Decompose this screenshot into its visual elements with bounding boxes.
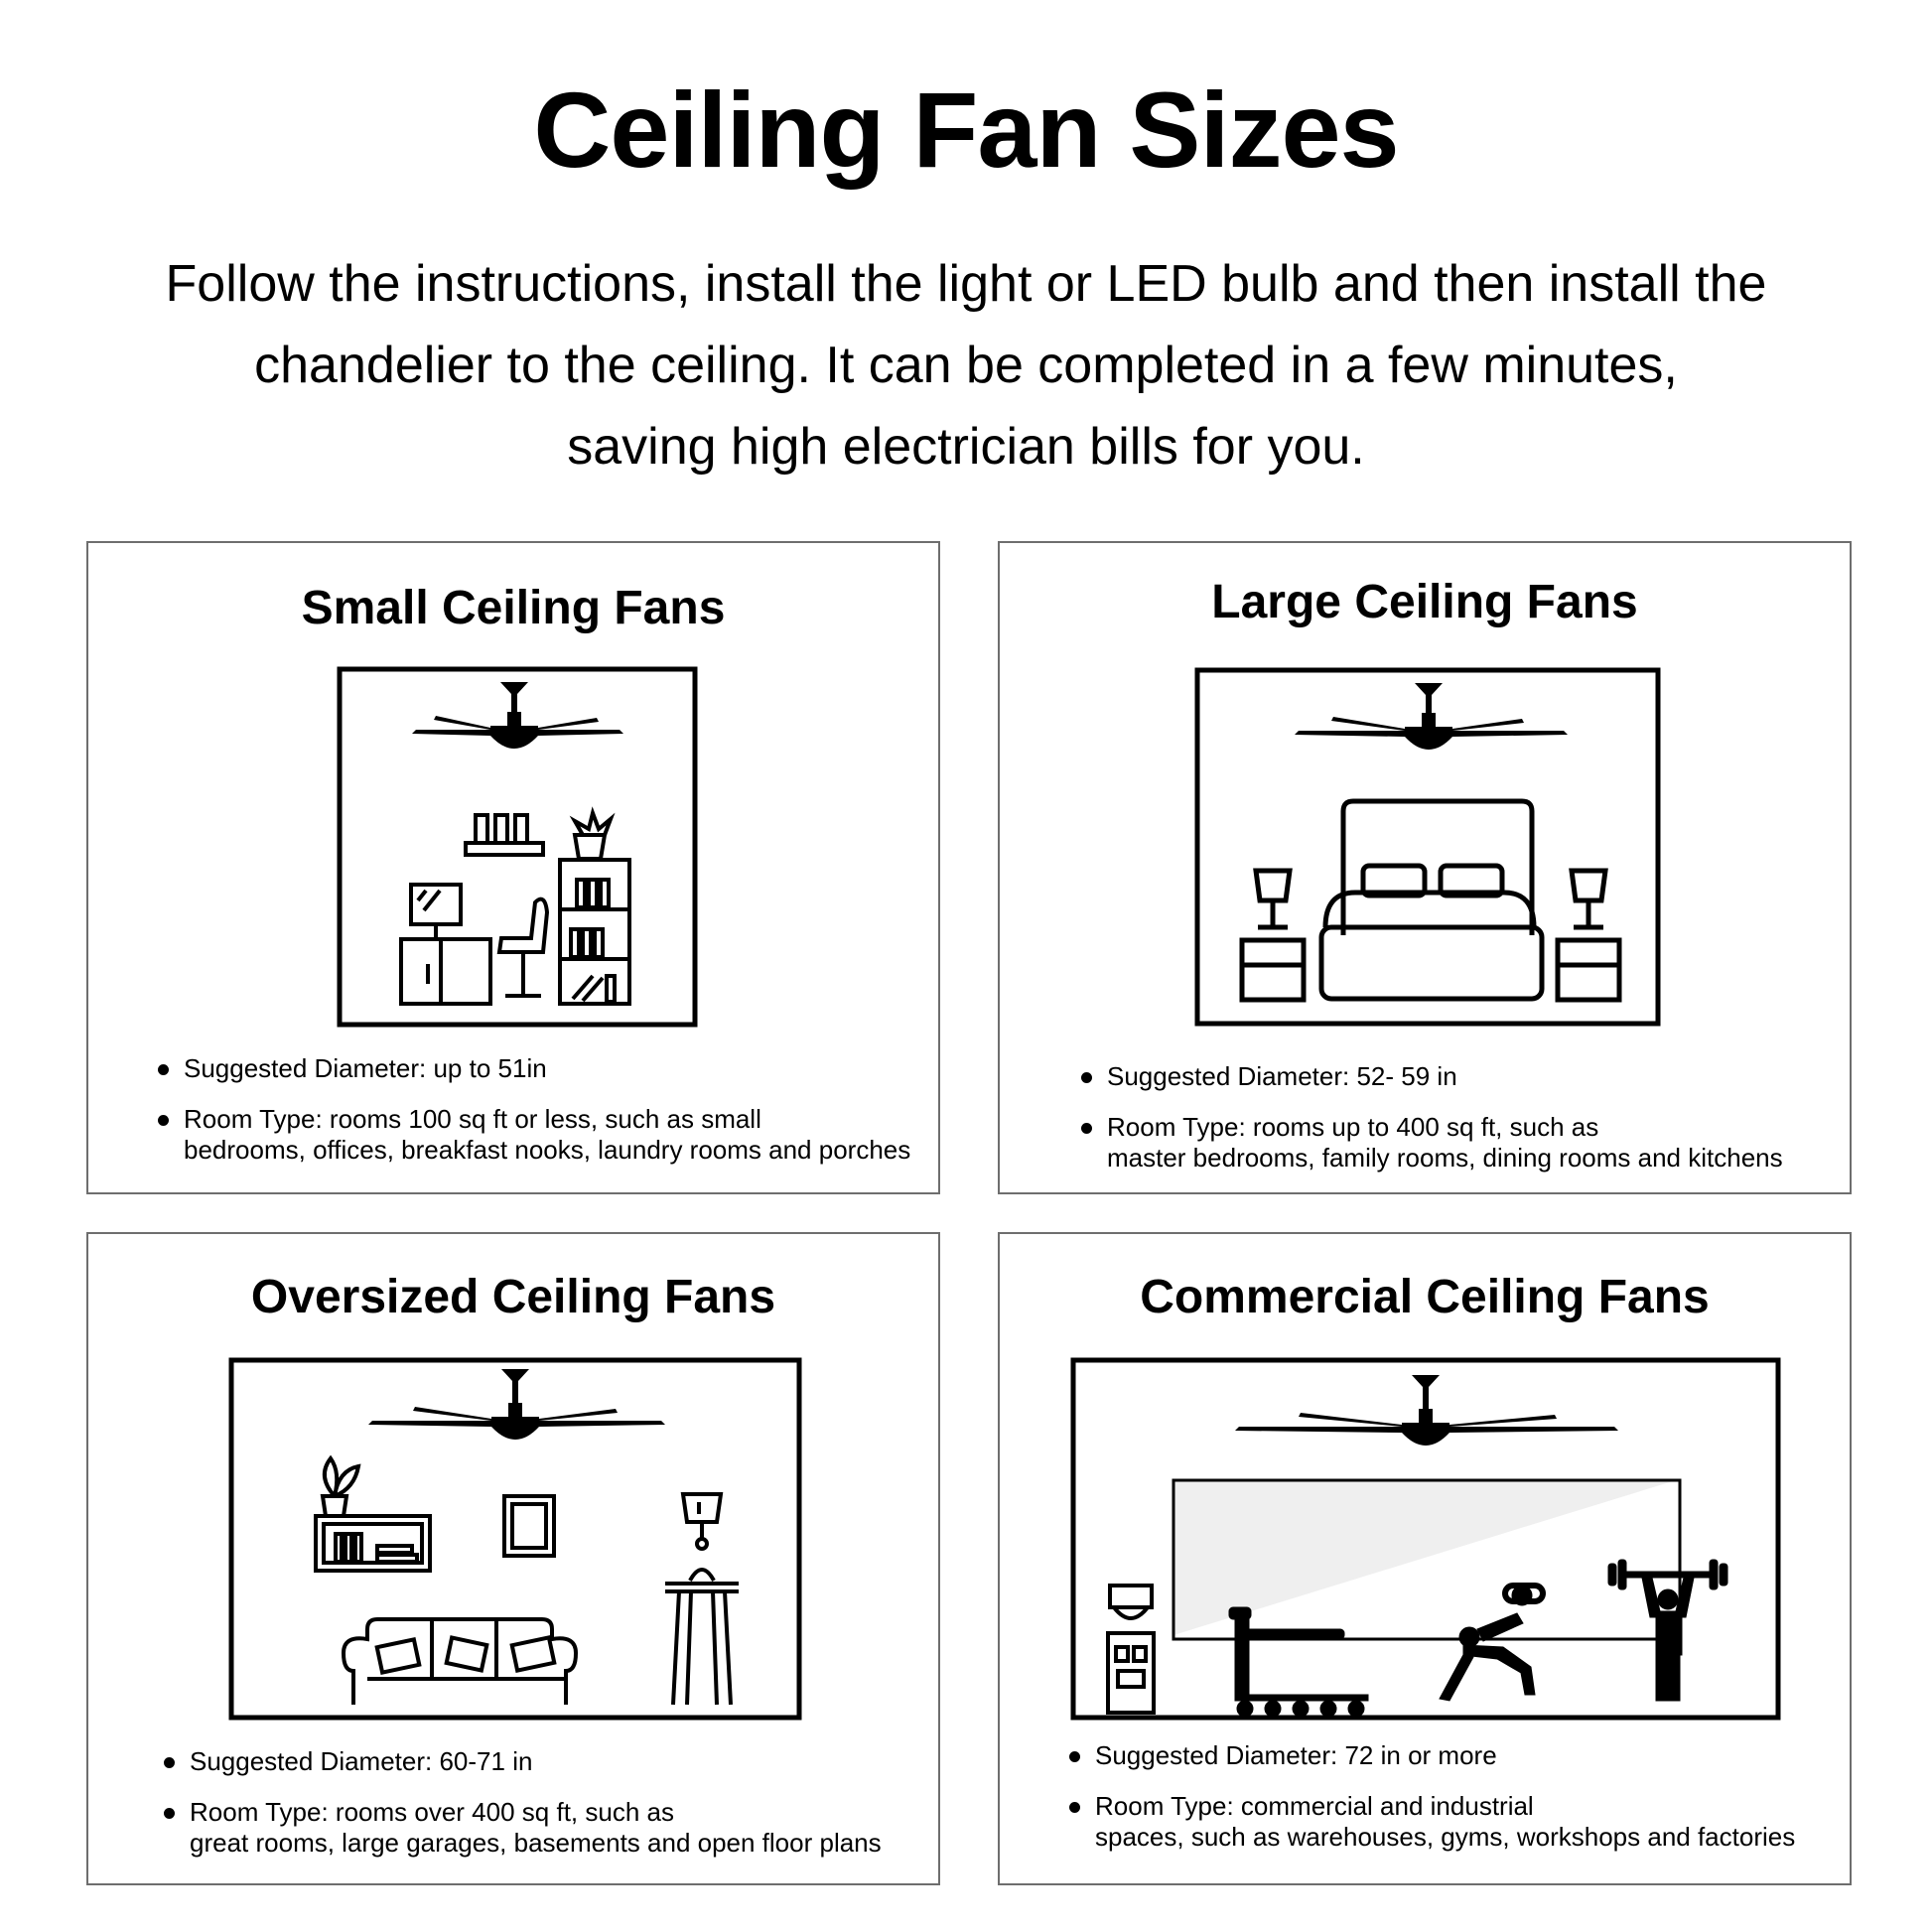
room-type: Room Type: commercial and industrial spaces, such as warehouses, gyms, workshops and factories	[1069, 1791, 1795, 1853]
spec-list	[1069, 1740, 1795, 1853]
bedroom-icon	[1194, 667, 1661, 1027]
suggested-diameter: Suggested Diameter: 60-71 in	[164, 1746, 882, 1777]
card-large-ceiling-fans	[998, 541, 1852, 1194]
spec-list	[164, 1746, 882, 1859]
suggested-diameter: Suggested Diameter: 72 in or more	[1069, 1740, 1795, 1771]
ceiling-fan-icon	[1295, 683, 1568, 750]
card-oversized-ceiling-fans	[86, 1232, 940, 1885]
ceiling-fan-icon	[368, 1369, 665, 1440]
spec-list	[1081, 1061, 1783, 1173]
room-type: Room Type: rooms over 400 sq ft, such as great rooms, large garages, basements and open floor plans	[164, 1797, 882, 1859]
living-room-icon	[228, 1357, 802, 1721]
intro-line: chandelier to the ceiling. It can be completed in a few minutes,	[254, 337, 1678, 394]
ceiling-fan-icon	[412, 682, 623, 749]
card-title: Small Ceiling Fans	[301, 582, 726, 634]
card-title: Large Ceiling Fans	[1211, 576, 1638, 628]
card-small-ceiling-fans	[86, 541, 940, 1194]
suggested-diameter: Suggested Diameter: up to 51in	[158, 1053, 910, 1084]
spec-list	[158, 1053, 910, 1166]
room-type: Room Type: rooms up to 400 sq ft, such as master bedrooms, family rooms, dining rooms and kitchens	[1081, 1112, 1783, 1173]
suggested-diameter: Suggested Diameter: 52- 59 in	[1081, 1061, 1783, 1092]
ceiling-fan-icon	[1235, 1375, 1618, 1446]
home-office-icon	[337, 666, 698, 1028]
card-title: Oversized Ceiling Fans	[250, 1271, 776, 1323]
intro-text	[0, 243, 1932, 487]
card-commercial-ceiling-fans	[998, 1232, 1852, 1885]
intro-line: saving high electrician bills for you.	[567, 418, 1365, 476]
page-title: Ceiling Fan Sizes	[533, 69, 1399, 190]
intro-line: Follow the instructions, install the light or LED bulb and then install the	[165, 255, 1767, 313]
gym-icon	[1070, 1357, 1781, 1721]
card-title: Commercial Ceiling Fans	[1140, 1271, 1710, 1323]
room-type: Room Type: rooms 100 sq ft or less, such as small bedrooms, offices, breakfast nooks, laundry rooms and porches	[158, 1104, 910, 1166]
